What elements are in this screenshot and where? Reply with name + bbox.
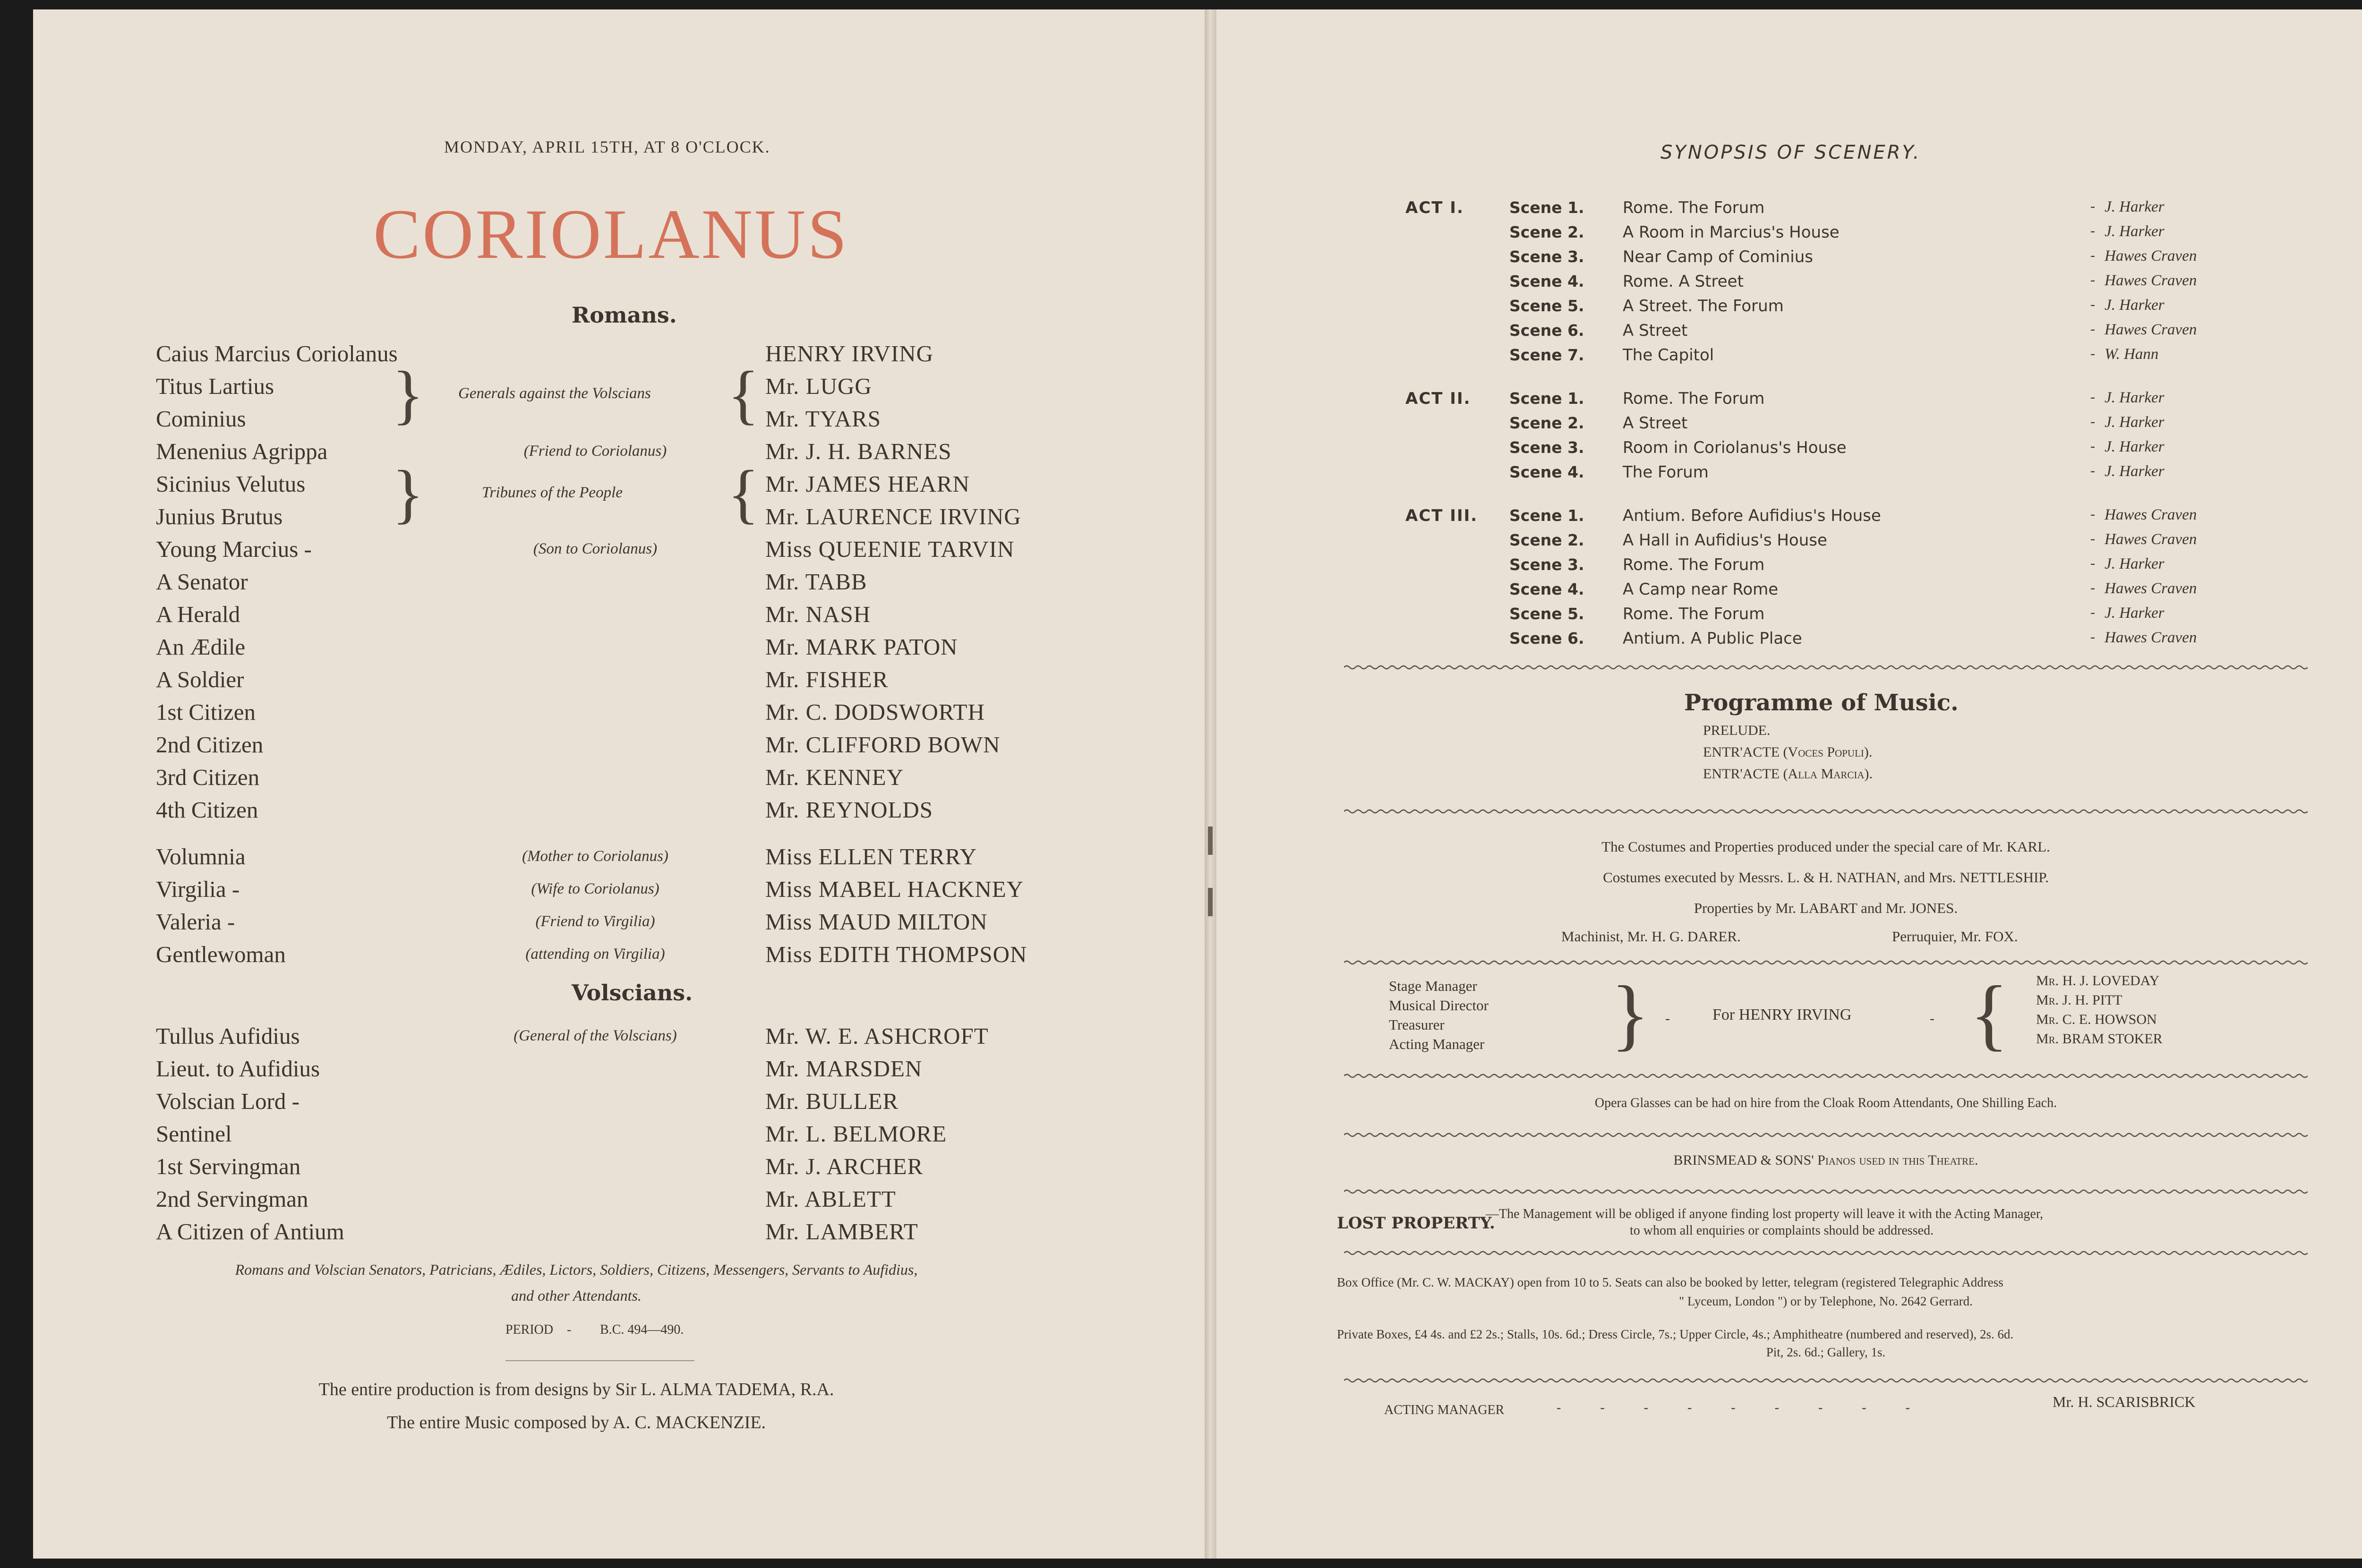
lost-property-text-2: to whom all enquiries or complaints should be addressed.	[1630, 1223, 1934, 1238]
scene-number: Scene 5.	[1509, 297, 1584, 315]
role-name: Cominius	[156, 406, 246, 432]
scene-place: A Hall in Aufidius's House	[1623, 531, 1827, 550]
prices-line-2: Pit, 2s. 6d.; Gallery, 1s.	[1766, 1345, 1886, 1359]
role-note: (Mother to Coriolanus)	[522, 848, 668, 865]
music-title: Programme of Music.	[1684, 690, 1959, 716]
scene-place: Rome. The Forum	[1623, 389, 1765, 408]
brace-staff-left: }	[1611, 970, 1650, 1058]
staff-role: Musical Director	[1389, 997, 1489, 1014]
acting-manager-label: ACTING MANAGER	[1384, 1403, 1505, 1417]
scene-artist: J. Harker	[2105, 438, 2165, 455]
role-note: (Wife to Coriolanus)	[531, 880, 659, 897]
role-name: An Ædile	[156, 634, 246, 660]
scene-number: Scene 6.	[1509, 321, 1584, 340]
play-title: CORIOLANUS	[373, 195, 849, 273]
role-note: (Friend to Virgilia)	[535, 913, 655, 930]
staff-name: Mr. BRAM STOKER	[2036, 1031, 2163, 1047]
lost-property-text-1: —The Management will be obliged if anyone finding lost property will leave it with the Acting Manager,	[1486, 1207, 2044, 1221]
scene-place: The Forum	[1623, 463, 1709, 482]
music-item: ENTR'ACTE (Alla Marcia).	[1703, 766, 1873, 782]
staff-name: Mr. C. E. HOWSON	[2036, 1012, 2157, 1027]
scene-number: Scene 2.	[1509, 414, 1584, 432]
scene-place: Near Camp of Cominius	[1623, 247, 1814, 266]
actor-name: Mr. JAMES HEARN	[765, 471, 970, 497]
actor-name: Mr. KENNEY	[765, 764, 904, 790]
scene-number: Scene 4.	[1509, 463, 1584, 481]
costumes-line-1: The Costumes and Properties produced under the special care of Mr. KARL.	[1601, 838, 2050, 855]
role-name: A Soldier	[156, 666, 244, 692]
role-name: 2nd Servingman	[156, 1186, 308, 1212]
scene-artist: Hawes Craven	[2105, 531, 2197, 548]
staple-bottom	[1208, 888, 1213, 916]
divider	[505, 1360, 694, 1361]
actor-name: Mr. LUGG	[765, 373, 872, 399]
actor-name: Mr. TYARS	[765, 406, 881, 432]
staff-for: For HENRY IRVING	[1712, 1006, 1852, 1023]
prices-line-1: Private Boxes, £4 4s. and £2 2s.; Stalls, 10s. 6d.; Dress Circle, 7s.; Upper Circle, 4s.; Amphitheatre (numbered and reserved), 2s. 6d.	[1337, 1327, 2014, 1341]
tribunes-note: Tribunes of the People	[482, 484, 623, 501]
staff-role: Treasurer	[1389, 1016, 1445, 1033]
romans-heading: Romans.	[572, 302, 677, 328]
brace-left-generals: }	[392, 358, 424, 431]
role-name: Sentinel	[156, 1121, 232, 1147]
role-name: Volscian Lord -	[156, 1088, 300, 1114]
scene-number: Scene 6.	[1509, 629, 1584, 648]
actor-name: Mr. ABLETT	[765, 1186, 896, 1212]
staff-name: Mr. H. J. LOVEDAY	[2036, 973, 2160, 989]
act-label: ACT III.	[1405, 506, 1478, 525]
pianos-notice: BRINSMEAD & SONS' Pianos used in this Theatre.	[1673, 1152, 1978, 1168]
brace-staff-right: {	[1970, 970, 2009, 1058]
role-name: 2nd Citizen	[156, 732, 264, 758]
actor-name: Mr. CLIFFORD BOWN	[765, 732, 1001, 758]
act-label: ACT II.	[1405, 389, 1471, 408]
role-name: Sicinius Velutus	[156, 471, 306, 497]
acting-manager-name: Mr. H. SCARISBRICK	[2053, 1393, 2196, 1410]
scene-place: The Capitol	[1623, 346, 1714, 365]
scene-number: Scene 3.	[1509, 247, 1584, 266]
scene-place: A Street. The Forum	[1623, 297, 1784, 315]
box-office-line-1: Box Office (Mr. C. W. MACKAY) open from 10 to 5. Seats can also be booked by letter, telegram (registered Telegraphic Address	[1337, 1275, 2003, 1289]
actor-name: Mr. J. ARCHER	[765, 1153, 924, 1179]
scene-place: Room in Coriolanus's House	[1623, 438, 1847, 457]
credit-designs: The entire production is from designs by Sir L. ALMA TADEMA, R.A.	[318, 1380, 834, 1399]
role-name: A Herald	[156, 601, 240, 627]
scene-place: Antium. Before Aufidius's House	[1623, 506, 1881, 525]
actor-name: Miss ELLEN TERRY	[765, 844, 977, 869]
role-note: (attending on Virgilia)	[525, 946, 665, 963]
role-name: Gentlewoman	[156, 941, 286, 967]
actor-name: Miss QUEENIE TARVIN	[765, 536, 1015, 562]
box-office-line-2: " Lyceum, London ") or by Telephone, No. 2642 Gerrard.	[1679, 1294, 1973, 1308]
period-label: PERIOD	[505, 1322, 554, 1337]
actor-name: Miss EDITH THOMPSON	[765, 941, 1027, 967]
role-name: Titus Lartius	[156, 373, 274, 399]
scene-place: A Street	[1623, 414, 1688, 433]
wavy-rule-4	[1344, 1072, 2308, 1080]
wavy-rule-5	[1344, 1131, 2308, 1139]
scene-artist: J. Harker	[2105, 389, 2165, 406]
scene-number: Scene 5.	[1509, 605, 1584, 623]
scene-artist: J. Harker	[2105, 605, 2165, 622]
actor-name: Mr. MARSDEN	[765, 1056, 923, 1082]
scene-artist: J. Harker	[2105, 198, 2165, 215]
actor-name: Mr. W. E. ASHCROFT	[765, 1023, 989, 1049]
actor-name: Mr. REYNOLDS	[765, 797, 933, 823]
role-name: 1st Citizen	[156, 699, 256, 725]
role-name: Young Marcius -	[156, 536, 312, 562]
scene-artist: Hawes Craven	[2105, 506, 2197, 523]
opera-glasses-notice: Opera Glasses can be had on hire from the Cloak Room Attendants, One Shilling Each.	[1594, 1096, 2057, 1110]
actor-name: Mr. NASH	[765, 601, 871, 627]
role-note: (General of the Volscians)	[513, 1027, 677, 1044]
scene-artist: J. Harker	[2105, 414, 2165, 431]
wavy-rule-7	[1344, 1249, 2308, 1257]
role-name: Junius Brutus	[156, 503, 283, 529]
role-name: 1st Servingman	[156, 1153, 301, 1179]
wavy-rule-6	[1344, 1188, 2308, 1195]
role-note: (Son to Coriolanus)	[533, 540, 658, 557]
scene-place: Rome. A Street	[1623, 272, 1744, 291]
credit-music: The entire Music composed by A. C. MACKENZIE.	[386, 1413, 766, 1432]
scene-artist: Hawes Craven	[2105, 247, 2197, 264]
role-name: 4th Citizen	[156, 797, 258, 823]
role-name: Valeria -	[156, 909, 235, 935]
brace-right-generals: {	[727, 358, 760, 431]
extras-line-2: and other Attendants.	[511, 1287, 642, 1304]
actor-name: Mr. J. H. BARNES	[765, 438, 952, 464]
extras-line-1: Romans and Volscian Senators, Patricians, Ædiles, Lictors, Soldiers, Citizens, Messengers, Servants to Aufidius,	[235, 1261, 918, 1278]
scene-artist: J. Harker	[2105, 223, 2165, 240]
role-name: Volumnia	[156, 844, 246, 869]
right-page: SYNOPSIS OF SCENERY. ACT I. Scene 1. Rome. The Forum - J. Harker Scene 2. A Room in Marcius's House - J. Harker Scene 3. Near Camp of Cominius - Hawes Craven Scene 4. Rome. A Street - Hawes Craven Scene 5. A Street. The Forum - J. Harker Scene 6. A Street - Hawes Craven Scene 7. The Capitol - W. Hann ACT II. Scene 1. Rome. The Forum - J. Harker Scene 2. A Street - J. Harker Scene 3. Room in Coriolanus's House - J. Harker Scene 4. The Forum - J. Harker ACT III. Scene 1. Antium. Before Aufidius's House - Hawes Craven Scene 2. A Hall in Aufidius's House - Hawes Craven Scene 3. Rome. The Forum - J. Harker Scene 4. A Camp near Rome - Hawes Craven Scene 5. Rome. The Forum - J. Harker Scene 6. Antium. A Public Place - Hawes Craven Programme of Music. PRELUDE. ENTR'ACTE (Voces Populi). ENTR'ACTE (Alla Marcia). The Costumes and Properties produced under the special care of Mr. KARL. Costumes executed by Messrs. L. & H. NATHAN, and Mrs. NETTLESHIP. Properties by Mr. LABART and Mr. JONES. Machinist, Mr. H. G. DARER. Perruquier, Mr. FOX. Stage Manager Musical Director Treasurer Acting Manager } - For HENRY IRVING - { Mr. H. J. LOVEDAY Mr. J. H. PITT Mr. C. E. HOWSON Mr. BRAM STOKER Opera Glasses can be had on hire from the Cloak Room Attendants, One Shilling Each. BRINSMEAD & SONS' Pianos used in this Theatre. LOST PROPERTY. —The Management will be obliged if anyone finding lost property will leave it with the Acting Manager, to whom all enquiries or complaints should be addressed. Box Office (Mr. C. W. MACKAY) open from 10 to 5. Seats can also be booked by letter, telegram (registered Telegraphic Address " Lyceum, London ") or by Telephone, No. 2642 Gerrard. Private Boxes, £4 4s. and £2 2s.; Stalls, 10s. 6d.; Dress Circle, 7s.; Upper Circle, 4s.; Amphitheatre (numbered and reserved), 2s. 6d. Pit, 2s. 6d.; Gallery, 1s. ACTING MANAGER - - - - - - - - - Mr. H. SCARISBRICK	[1216, 9, 2362, 1559]
actor-name: HENRY IRVING	[765, 341, 934, 366]
role-name: A Senator	[156, 569, 248, 595]
staff-role: Acting Manager	[1389, 1036, 1485, 1052]
scene-artist: W. Hann	[2105, 346, 2159, 363]
brace-right-tribunes: {	[727, 457, 760, 530]
scene-artist: Hawes Craven	[2105, 629, 2197, 646]
actor-name: Mr. C. DODSWORTH	[765, 699, 985, 725]
staff-role: Stage Manager	[1389, 978, 1477, 994]
volscians-heading: Volscians.	[572, 980, 693, 1006]
actor-name: Miss MAUD MILTON	[765, 909, 988, 935]
scene-artist: Hawes Craven	[2105, 321, 2197, 338]
scene-place: A Room in Marcius's House	[1623, 223, 1840, 242]
actor-name: Mr. MARK PATON	[765, 634, 958, 660]
actor-name: Miss MABEL HACKNEY	[765, 876, 1024, 902]
music-item: ENTR'ACTE (Voces Populi).	[1703, 744, 1873, 760]
scene-number: Scene 1.	[1509, 506, 1584, 525]
actor-name: Mr. LAURENCE IRVING	[765, 503, 1021, 529]
actor-name: Mr. L. BELMORE	[765, 1121, 947, 1147]
actor-name: Mr. BULLER	[765, 1088, 899, 1114]
lost-property-label: LOST PROPERTY.	[1337, 1214, 1495, 1233]
scene-number: Scene 1.	[1509, 389, 1584, 408]
scene-number: Scene 4.	[1509, 272, 1584, 290]
scene-number: Scene 2.	[1509, 531, 1584, 549]
properties-line: Properties by Mr. LABART and Mr. JONES.	[1694, 900, 1958, 916]
costumes-line-2: Costumes executed by Messrs. L. & H. NATHAN, and Mrs. NETTLESHIP.	[1603, 869, 2049, 886]
actor-name: Mr. TABB	[765, 569, 867, 595]
scene-number: Scene 7.	[1509, 346, 1584, 364]
synopsis-title: SYNOPSIS OF SCENERY.	[1660, 142, 1921, 163]
role-name: Menenius Agrippa	[156, 438, 328, 464]
wavy-rule-3	[1344, 959, 2308, 966]
role-name: Tullus Aufidius	[156, 1023, 300, 1049]
scene-artist: Hawes Craven	[2105, 272, 2197, 289]
scene-artist: Hawes Craven	[2105, 580, 2197, 597]
scene-number: Scene 1.	[1509, 198, 1584, 217]
scene-artist: J. Harker	[2105, 555, 2165, 572]
scene-artist: J. Harker	[2105, 463, 2165, 480]
role-name: Virgilia -	[156, 876, 240, 902]
scene-place: Rome. The Forum	[1623, 555, 1765, 574]
role-name: Lieut. to Aufidius	[156, 1056, 320, 1082]
wavy-rule-2	[1344, 808, 2308, 815]
actor-name: Mr. LAMBERT	[765, 1219, 918, 1244]
role-name: Caius Marcius Coriolanus	[156, 341, 398, 366]
generals-note: Generals against the Volscians	[458, 385, 651, 402]
music-item: PRELUDE.	[1703, 723, 1771, 738]
actor-name: Mr. FISHER	[765, 666, 889, 692]
scene-place: Antium. A Public Place	[1623, 629, 1802, 648]
scene-place: A Street	[1623, 321, 1688, 340]
performance-date: MONDAY, APRIL 15TH, AT 8 O'CLOCK.	[444, 137, 770, 156]
act-label: ACT I.	[1405, 198, 1464, 217]
wavy-rule-8	[1344, 1377, 2308, 1384]
role-note: (Friend to Coriolanus)	[523, 443, 667, 460]
scene-place: Rome. The Forum	[1623, 605, 1765, 623]
wavy-rule-1	[1344, 664, 2308, 671]
perruquier: Perruquier, Mr. FOX.	[1892, 928, 2018, 945]
staple-top	[1208, 827, 1213, 855]
scene-number: Scene 2.	[1509, 223, 1584, 241]
role-name: A Citizen of Antium	[156, 1219, 344, 1244]
scene-number: Scene 3.	[1509, 555, 1584, 574]
staff-name: Mr. J. H. PITT	[2036, 992, 2122, 1008]
brace-left-tribunes: }	[392, 457, 424, 530]
scene-place: A Camp near Rome	[1623, 580, 1779, 599]
left-page: MONDAY, APRIL 15TH, AT 8 O'CLOCK. CORIOLANUS Romans. Caius Marcius Coriolanus HENRY IRVING Titus Lartius Mr. LUGG Cominius Mr. TYARS Menenius Agrippa (Friend to Coriolanus) Mr. J. H. BARNES Sicinius Velutus Mr. JAMES HEARN Junius Brutus Mr. LAURENCE IRVING Young Marcius - (Son to Coriolanus) Miss QUEENIE TARVIN A Senator Mr. TABB A Herald Mr. NASH An Ædile Mr. MARK PATON A Soldier Mr. FISHER 1st Citizen Mr. C. DODSWORTH 2nd Citizen Mr. CLIFFORD BOWN 3rd Citizen Mr. KENNEY 4th Citizen Mr. REYNOLDS Generals against the Volscians } { Tribunes of the People } { Volumnia (Mother to Coriolanus) Miss ELLEN TERRY Virgilia - (Wife to Coriolanus) Miss MABEL HACKNEY Valeria - (Friend to Virgilia) Miss MAUD MILTON Gentlewoman (attending on Virgilia) Miss EDITH THOMPSON Volscians. Tullus Aufidius (General of the Volscians) Mr. W. E. ASHCROFT Lieut. to Aufidius Mr. MARSDEN Volscian Lord - Mr. BULLER Sentinel Mr. L. BELMORE 1st Servingman Mr. J. ARCHER 2nd Servingman Mr. ABLETT A Citizen of Antium Mr. LAMBERT Romans and Volscian Senators, Patricians, Ædiles, Lictors, Soldiers, Citizens, Messengers, Servants to Aufidius, and other Attendants. PERIOD - B.C. 494—490. The entire production is from designs by Sir L. ALMA TADEMA, R.A. The entire Music composed by A. C. MACKENZIE.	[33, 9, 1205, 1559]
binding-fold	[1205, 9, 1216, 1559]
role-name: 3rd Citizen	[156, 764, 260, 790]
scene-number: Scene 3.	[1509, 438, 1584, 457]
scene-artist: J. Harker	[2105, 297, 2165, 314]
period-value: B.C. 494—490.	[600, 1322, 684, 1337]
scene-number: Scene 4.	[1509, 580, 1584, 598]
machinist: Machinist, Mr. H. G. DARER.	[1561, 928, 1741, 945]
scene-place: Rome. The Forum	[1623, 198, 1765, 217]
